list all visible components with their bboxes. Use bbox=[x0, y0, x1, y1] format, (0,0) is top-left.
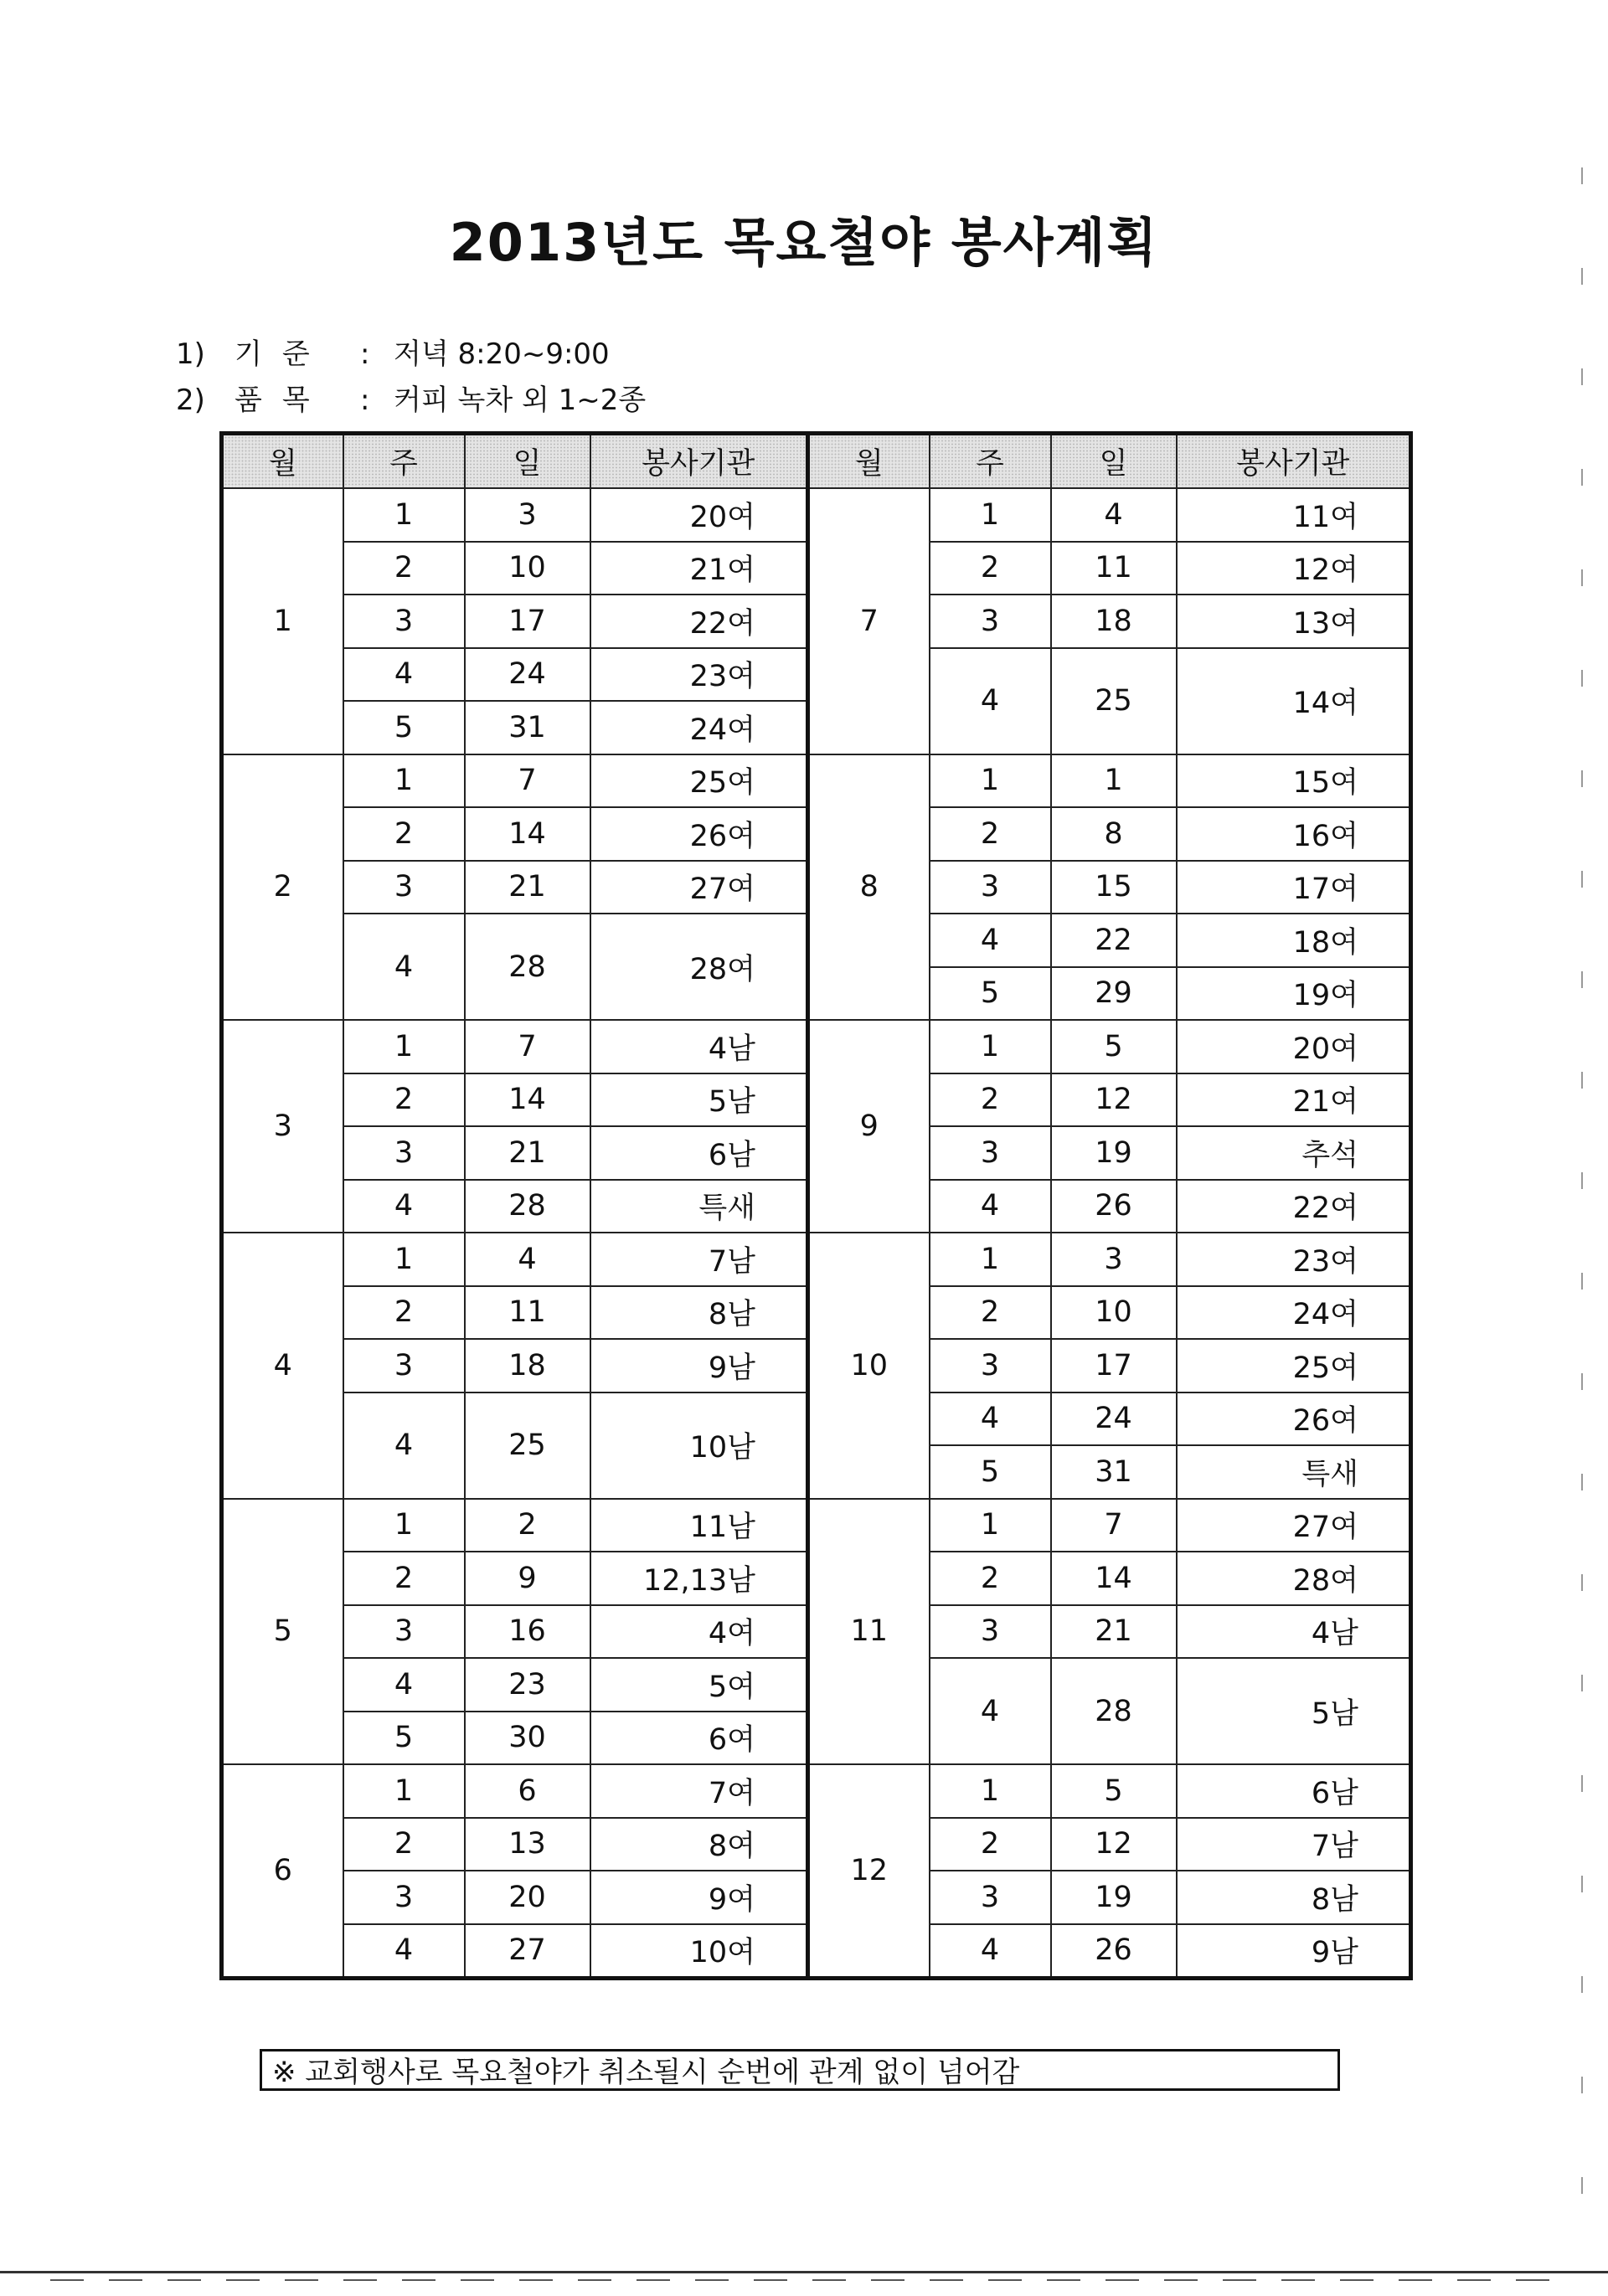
day-cell: 3 bbox=[1051, 1233, 1177, 1286]
week-cell: 1 bbox=[343, 1020, 465, 1073]
week-cell: 4 bbox=[930, 1393, 1051, 1446]
margin-mark bbox=[1581, 167, 1583, 2219]
month-cell: 6 bbox=[222, 1764, 343, 1979]
institution-cell: 20여 bbox=[1177, 1020, 1411, 1073]
institution-cell: 19여 bbox=[1177, 967, 1411, 1021]
week-cell: 3 bbox=[930, 861, 1051, 914]
day-cell: 30 bbox=[465, 1712, 590, 1765]
week-cell: 3 bbox=[343, 1126, 465, 1180]
institution-cell: 8남 bbox=[1177, 1871, 1411, 1924]
week-cell: 2 bbox=[930, 1073, 1051, 1127]
month-cell: 5 bbox=[222, 1499, 343, 1765]
week-cell: 4 bbox=[930, 1924, 1051, 1979]
day-cell: 11 bbox=[465, 1286, 590, 1340]
month-cell: 7 bbox=[808, 488, 930, 754]
info-number: 2) bbox=[176, 384, 205, 417]
info-colon: : bbox=[360, 384, 370, 417]
week-cell: 1 bbox=[930, 1764, 1051, 1818]
institution-cell: 10남 bbox=[590, 1393, 808, 1499]
week-cell: 3 bbox=[930, 1605, 1051, 1659]
day-cell: 12 bbox=[1051, 1073, 1177, 1127]
day-cell: 28 bbox=[1051, 1658, 1177, 1764]
week-cell: 4 bbox=[343, 1924, 465, 1979]
day-cell: 12 bbox=[1051, 1818, 1177, 1871]
week-cell: 1 bbox=[930, 1499, 1051, 1552]
day-cell: 3 bbox=[465, 488, 590, 542]
week-cell: 3 bbox=[930, 1871, 1051, 1924]
day-cell: 8 bbox=[1051, 807, 1177, 861]
week-cell: 2 bbox=[930, 1552, 1051, 1605]
institution-cell: 5여 bbox=[590, 1658, 808, 1712]
day-cell: 16 bbox=[465, 1605, 590, 1659]
day-cell: 6 bbox=[465, 1764, 590, 1818]
institution-cell: 12,13남 bbox=[590, 1552, 808, 1605]
institution-cell: 6남 bbox=[1177, 1764, 1411, 1818]
day-cell: 28 bbox=[465, 914, 590, 1020]
info-number: 1) bbox=[176, 337, 205, 371]
institution-cell: 25여 bbox=[590, 754, 808, 808]
info-value: 저녁 8:20~9:00 bbox=[394, 337, 610, 371]
institution-cell: 21여 bbox=[590, 542, 808, 595]
service-schedule-table bbox=[219, 431, 1413, 1980]
day-cell: 15 bbox=[1051, 861, 1177, 914]
day-cell: 26 bbox=[1051, 1924, 1177, 1979]
institution-cell: 4남 bbox=[1177, 1605, 1411, 1659]
day-cell: 19 bbox=[1051, 1126, 1177, 1180]
institution-cell: 21여 bbox=[1177, 1073, 1411, 1127]
day-cell: 1 bbox=[1051, 754, 1177, 808]
day-cell: 7 bbox=[465, 754, 590, 808]
week-cell: 4 bbox=[930, 1658, 1051, 1764]
institution-cell: 23여 bbox=[1177, 1233, 1411, 1286]
week-cell: 3 bbox=[930, 1126, 1051, 1180]
institution-cell: 특새 bbox=[590, 1180, 808, 1233]
day-cell: 23 bbox=[465, 1658, 590, 1712]
institution-cell: 25여 bbox=[1177, 1339, 1411, 1393]
week-cell: 1 bbox=[930, 1233, 1051, 1286]
day-cell: 7 bbox=[465, 1020, 590, 1073]
institution-cell: 26여 bbox=[1177, 1393, 1411, 1446]
institution-cell: 20여 bbox=[590, 488, 808, 542]
day-cell: 17 bbox=[1051, 1339, 1177, 1393]
institution-cell: 10여 bbox=[590, 1924, 808, 1979]
week-cell: 2 bbox=[930, 1818, 1051, 1871]
day-cell: 25 bbox=[1051, 648, 1177, 754]
day-cell: 24 bbox=[1051, 1393, 1177, 1446]
institution-cell: 22여 bbox=[1177, 1180, 1411, 1233]
table-row bbox=[222, 488, 1411, 542]
week-cell: 3 bbox=[343, 861, 465, 914]
day-cell: 18 bbox=[1051, 595, 1177, 648]
institution-cell: 27여 bbox=[590, 861, 808, 914]
header-week: 주 bbox=[930, 434, 1051, 489]
day-cell: 5 bbox=[1051, 1764, 1177, 1818]
day-cell: 31 bbox=[1051, 1445, 1177, 1499]
day-cell: 18 bbox=[465, 1339, 590, 1393]
day-cell: 20 bbox=[465, 1871, 590, 1924]
month-cell: 11 bbox=[808, 1499, 930, 1765]
institution-cell: 7여 bbox=[590, 1764, 808, 1818]
week-cell: 2 bbox=[930, 1286, 1051, 1340]
week-cell: 5 bbox=[930, 1445, 1051, 1499]
month-cell: 12 bbox=[808, 1764, 930, 1979]
week-cell: 4 bbox=[343, 914, 465, 1020]
day-cell: 25 bbox=[465, 1393, 590, 1499]
day-cell: 22 bbox=[1051, 914, 1177, 967]
day-cell: 13 bbox=[465, 1818, 590, 1871]
day-cell: 26 bbox=[1051, 1180, 1177, 1233]
day-cell: 27 bbox=[465, 1924, 590, 1979]
day-cell: 4 bbox=[1051, 488, 1177, 542]
info-value: 커피 녹차 외 1~2종 bbox=[394, 384, 647, 417]
week-cell: 3 bbox=[343, 1605, 465, 1659]
week-cell: 2 bbox=[930, 542, 1051, 595]
institution-cell: 8여 bbox=[590, 1818, 808, 1871]
week-cell: 3 bbox=[930, 1339, 1051, 1393]
day-cell: 31 bbox=[465, 701, 590, 754]
day-cell: 9 bbox=[465, 1552, 590, 1605]
month-cell: 8 bbox=[808, 754, 930, 1021]
week-cell: 4 bbox=[343, 1658, 465, 1712]
institution-cell: 11남 bbox=[590, 1499, 808, 1552]
page-title: 2013년도 목요철야 봉사계획 bbox=[449, 212, 1159, 273]
day-cell: 10 bbox=[465, 542, 590, 595]
week-cell: 2 bbox=[930, 807, 1051, 861]
header-month: 월 bbox=[808, 434, 930, 489]
header-week: 주 bbox=[343, 434, 465, 489]
institution-cell: 22여 bbox=[590, 595, 808, 648]
week-cell: 4 bbox=[930, 1180, 1051, 1233]
table-row bbox=[222, 1499, 1411, 1552]
institution-cell: 28여 bbox=[1177, 1552, 1411, 1605]
table-header-row bbox=[222, 434, 1411, 489]
institution-cell: 5남 bbox=[590, 1073, 808, 1127]
header-month: 월 bbox=[222, 434, 343, 489]
institution-cell: 7남 bbox=[590, 1233, 808, 1286]
day-cell: 19 bbox=[1051, 1871, 1177, 1924]
institution-cell: 15여 bbox=[1177, 754, 1411, 808]
day-cell: 29 bbox=[1051, 967, 1177, 1021]
institution-cell: 6여 bbox=[590, 1712, 808, 1765]
institution-cell: 26여 bbox=[590, 807, 808, 861]
week-cell: 5 bbox=[930, 967, 1051, 1021]
bottom-rule-dashed bbox=[50, 2279, 1558, 2281]
week-cell: 4 bbox=[343, 648, 465, 702]
day-cell: 11 bbox=[1051, 542, 1177, 595]
day-cell: 21 bbox=[465, 1126, 590, 1180]
institution-cell: 특새 bbox=[1177, 1445, 1411, 1499]
institution-cell: 24여 bbox=[590, 701, 808, 754]
institution-cell: 27여 bbox=[1177, 1499, 1411, 1552]
week-cell: 3 bbox=[343, 1871, 465, 1924]
week-cell: 4 bbox=[343, 1393, 465, 1499]
week-cell: 1 bbox=[343, 1764, 465, 1818]
bottom-rule bbox=[0, 2271, 1608, 2273]
week-cell: 4 bbox=[930, 914, 1051, 967]
table-row bbox=[222, 1020, 1411, 1073]
week-cell: 1 bbox=[343, 754, 465, 808]
week-cell: 1 bbox=[343, 1233, 465, 1286]
institution-cell: 12여 bbox=[1177, 542, 1411, 595]
info-label: 품목 bbox=[234, 384, 330, 417]
institution-cell: 28여 bbox=[590, 914, 808, 1020]
day-cell: 17 bbox=[465, 595, 590, 648]
info-label: 기준 bbox=[234, 337, 330, 371]
week-cell: 1 bbox=[930, 1020, 1051, 1073]
month-cell: 3 bbox=[222, 1020, 343, 1233]
day-cell: 14 bbox=[1051, 1552, 1177, 1605]
day-cell: 7 bbox=[1051, 1499, 1177, 1552]
month-cell: 2 bbox=[222, 754, 343, 1021]
day-cell: 24 bbox=[465, 648, 590, 702]
week-cell: 1 bbox=[930, 754, 1051, 808]
institution-cell: 4여 bbox=[590, 1605, 808, 1659]
institution-cell: 9여 bbox=[590, 1871, 808, 1924]
week-cell: 2 bbox=[343, 1818, 465, 1871]
week-cell: 4 bbox=[930, 648, 1051, 754]
day-cell: 5 bbox=[1051, 1020, 1177, 1073]
institution-cell: 7남 bbox=[1177, 1818, 1411, 1871]
info-line-items bbox=[176, 377, 646, 418]
week-cell: 5 bbox=[343, 701, 465, 754]
info-colon: : bbox=[360, 337, 370, 371]
month-cell: 4 bbox=[222, 1233, 343, 1499]
institution-cell: 6남 bbox=[590, 1126, 808, 1180]
week-cell: 1 bbox=[343, 488, 465, 542]
table-row bbox=[222, 1764, 1411, 1818]
day-cell: 14 bbox=[465, 1073, 590, 1127]
day-cell: 10 bbox=[1051, 1286, 1177, 1340]
month-cell: 9 bbox=[808, 1020, 930, 1233]
week-cell: 2 bbox=[343, 1073, 465, 1127]
month-cell: 10 bbox=[808, 1233, 930, 1499]
week-cell: 4 bbox=[343, 1180, 465, 1233]
institution-cell: 11여 bbox=[1177, 488, 1411, 542]
institution-cell: 13여 bbox=[1177, 595, 1411, 648]
cancellation-note: ※ 교회행사로 목요철야가 취소될시 순번에 관계 없이 넘어감 bbox=[260, 2049, 1340, 2091]
institution-cell: 5남 bbox=[1177, 1658, 1411, 1764]
month-cell: 1 bbox=[222, 488, 343, 754]
day-cell: 2 bbox=[465, 1499, 590, 1552]
info-line-standard bbox=[176, 331, 610, 372]
institution-cell: 24여 bbox=[1177, 1286, 1411, 1340]
institution-cell: 14여 bbox=[1177, 648, 1411, 754]
institution-cell: 9남 bbox=[1177, 1924, 1411, 1979]
table-row bbox=[222, 754, 1411, 808]
day-cell: 28 bbox=[465, 1180, 590, 1233]
institution-cell: 8남 bbox=[590, 1286, 808, 1340]
week-cell: 5 bbox=[343, 1712, 465, 1765]
header-institution: 봉사기관 bbox=[1177, 434, 1411, 489]
week-cell: 2 bbox=[343, 1286, 465, 1340]
week-cell: 3 bbox=[930, 595, 1051, 648]
week-cell: 3 bbox=[343, 1339, 465, 1393]
institution-cell: 23여 bbox=[590, 648, 808, 702]
day-cell: 14 bbox=[465, 807, 590, 861]
institution-cell: 16여 bbox=[1177, 807, 1411, 861]
day-cell: 21 bbox=[1051, 1605, 1177, 1659]
institution-cell: 17여 bbox=[1177, 861, 1411, 914]
header-institution: 봉사기관 bbox=[590, 434, 808, 489]
institution-cell: 9남 bbox=[590, 1339, 808, 1393]
week-cell: 2 bbox=[343, 1552, 465, 1605]
day-cell: 4 bbox=[465, 1233, 590, 1286]
table-row bbox=[222, 1233, 1411, 1286]
header-day: 일 bbox=[465, 434, 590, 489]
week-cell: 2 bbox=[343, 807, 465, 861]
institution-cell: 4남 bbox=[590, 1020, 808, 1073]
week-cell: 1 bbox=[930, 488, 1051, 542]
week-cell: 3 bbox=[343, 595, 465, 648]
header-day: 일 bbox=[1051, 434, 1177, 489]
institution-cell: 추석 bbox=[1177, 1126, 1411, 1180]
institution-cell: 18여 bbox=[1177, 914, 1411, 967]
day-cell: 21 bbox=[465, 861, 590, 914]
week-cell: 1 bbox=[343, 1499, 465, 1552]
week-cell: 2 bbox=[343, 542, 465, 595]
